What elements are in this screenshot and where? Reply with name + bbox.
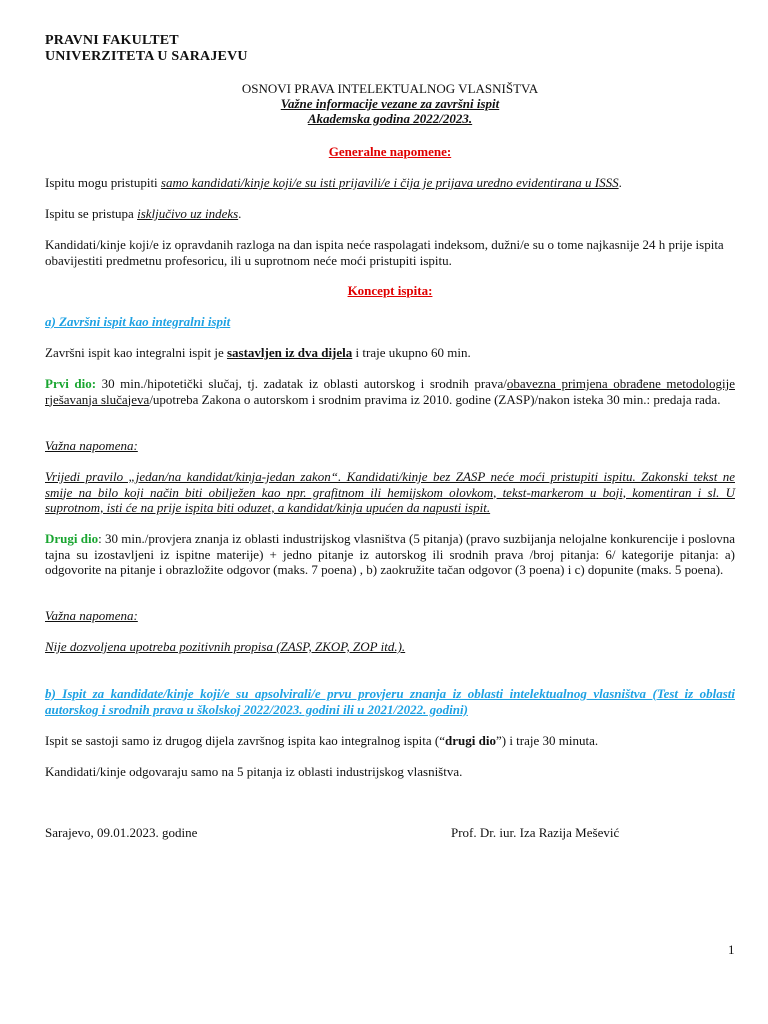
paragraph-second-part: Drugi dio: 30 min./provjera znanja iz oblasti industrijskog vlasništva (5 pitanja) (pravo suzbijanja nelojalne konkurencije i poslovna tajna su izostavljeni iz ispitne materije) + jedno pitanje iz autorskog ili srodnih prava /broj pitanja: 6/ kategorije pitanja: a) odgovorite na pitanje i obrazložite odgovor (maks. 7 poena) , b) zaokružite tačan odgovor (3 poena) i c) dopunite (maks. 5 poena). <box>45 531 736 577</box>
important-note-2-label: Važna napomena: <box>45 608 138 623</box>
two-parts-emphasis: sastavljen iz dva dijela <box>226 345 353 360</box>
paragraph-first-part: Prvi dio: 30 min./hipotetički slučaj, tj. zadatak iz oblasti autorskog i srodnih prava/obavezna primjena obrađene metodologije rješavanja slučajeva/upotreba Zakona o autorskom i srodnim pravima iz 2010. godine (ZASP)/nakon isteka 30 min.: predaja rada. <box>45 376 735 407</box>
signature-line: Prof. Dr. iur. Iza Razija Mešević <box>451 825 620 840</box>
paragraph-index-requirement: Ispitu se pristupa isključivo uz indeks. <box>45 206 242 221</box>
second-part-label: Drugi dio <box>45 531 99 546</box>
subsection-b-heading: b) Ispit za kandidate/kinje koji/e su apsolvirali/e prvu provjeru znanja iz oblasti intelektualnog vlasništva (Test iz oblasti autorskog i srodnih prava u školskoj 2022/2023. godini ili u 2021/2022. godini) <box>45 686 735 717</box>
document-subtitle: Važne informacije vezane za završni ispit <box>280 96 500 111</box>
general-notes-heading: Generalne napomene: <box>328 144 452 159</box>
faculty-header <box>45 33 248 65</box>
page-number: 1 <box>728 942 735 957</box>
paragraph-five-questions: Kandidati/kinje odgovaraju samo na 5 pitanja iz oblasti industrijskog vlasništva. <box>45 764 463 779</box>
important-note-2-text: Nije dozvoljena upotreba pozitivnih propisa (ZASP, ZKOP, ZOP itd.). <box>45 639 406 654</box>
eligibility-condition: samo kandidati/kinje koji/e su isti prijavili/e i čija je prijava uredno evidentirana u ISSS <box>160 175 619 190</box>
academic-year: Akademska godina 2022/2023. <box>307 111 473 126</box>
important-note-1-label: Važna napomena: <box>45 438 138 453</box>
index-condition: isključivo uz indeks <box>137 206 239 221</box>
subsection-a-heading: a) Završni ispit kao integralni ispit <box>45 314 231 329</box>
university-name: UNIVERZITETA U SARAJEVU <box>45 49 248 64</box>
paragraph-eligibility: Ispitu mogu pristupiti samo kandidati/kinje koji/e su isti prijavili/e i čija je prijava uredno evidentirana u ISSS. <box>45 175 622 190</box>
second-part-emphasis: drugi dio <box>445 733 496 748</box>
faculty-name: PRAVNI FAKULTET <box>45 33 179 48</box>
first-part-label: Prvi dio: <box>45 376 97 391</box>
important-note-1-text: Vrijedi pravilo „jedan/na kandidat/kinja-jedan zakon“. Kandidati/kinje bez ZASP neće moći pristupiti ispitu. Zakonski tekst ne smije na bilo koji način biti obilježen kao npr. grafitnom ili hemijskom olovkom, tekst-markerom u boji, komentiran i sl. U suprotnom, isti će na prije ispita biti oduzet, a kandidat/kinja upućen da napusti ispit. <box>45 469 735 515</box>
paragraph-second-part-only: Ispit se sastoji samo iz drugog dijela završnog ispita kao integralnog ispita (“drugi dio”) i traje 30 minuta. <box>45 733 599 748</box>
exam-concept-heading: Koncept ispita: <box>347 283 433 298</box>
methodology-requirement: obavezna primjena obrađene metodologije rješavanja slučajeva <box>45 376 735 407</box>
paragraph-missing-index: Kandidati/kinje koji/e iz opravdanih razloga na dan ispita neće raspolagati indeksom, dužni/e su o tome najkasnije 24 h prije ispita obavijestiti predmetnu profesoricu, ili u suprotnom neće moći pristupiti ispitu. <box>45 237 724 268</box>
document-title: OSNOVI PRAVA INTELEKTUALNOG VLASNIŠTVA <box>241 81 539 96</box>
paragraph-integral-exam: Završni ispit kao integralni ispit je sastavljen iz dva dijela i traje ukupno 60 min. <box>45 345 471 360</box>
place-and-date: Sarajevo, 09.01.2023. godine <box>45 825 198 840</box>
